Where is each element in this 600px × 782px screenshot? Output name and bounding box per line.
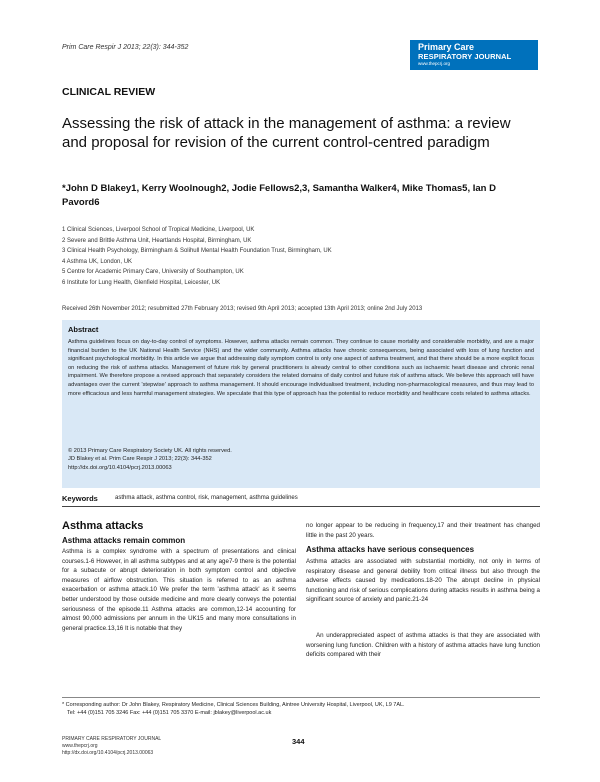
copyright-block [68, 447, 232, 472]
body-paragraph: Asthma is a complex syndrome with a spectrum of presentations and clinical courses.1-6 However, in all asthma subtypes and at any age7-9 there is the potential for a subacute or abrupt deterioration in both symptom control and objective measures of airflow obstruction. This situation is referred to as an asthma exacerbation or asthma attack.10 We prefer the term 'asthma attack' as it seems better understood by those outside medicine and more clearly conveys the potential seriousness of the episode.11 Asthma attacks are common,12-14 accounting for almost 90,000 admissions per annum in the UK15 and many more consultations in general practice.13,16 It is notable that they [62, 548, 296, 632]
logo-line-3: www.thepcrj.org [418, 61, 451, 66]
divider [62, 697, 540, 698]
body-paragraph: Asthma attacks are associated with substantial morbidity, not only in terms of respiratory disease and general debility from critical illness but also through the adverse effects caused by medications.18-20 The abrupt decline in physical functioning and risk of serious complications during attacks results in asthma being a significant source of anxiety and panic.21-24 [306, 558, 540, 604]
abstract-text: Asthma guidelines focus on day-to-day control of symptoms. However, asthma attacks remain common. They continue to cause mortality and considerable morbidity, and are a major financial burden to the UK National Health Service (NHS) and the wider community. Asthma attacks have chronic consequences, being associated with loss of lung function and significant psychological morbidity. In this article we argue that addressing daily symptom control is only one aspect of asthma treatment, and that there should be a more explicit focus on reducing the risk of asthma attacks. Management of future risk by general practitioners is already central to other conditions such as ischaemic heart disease and chronic renal impairment. We therefore propose a revised approach that separately considers the related domains of daily control and future risk of asthma attack. We believe this approach will have advantages over the current 'stepwise' approach to asthma management. It should encourage individualised treatment, including non-pharmacological measures, and thus may lead to more efficacious and less harmful management strategies. We speculate that this type of approach has the potential to reduce morbidity and healthcare costs related to asthma attacks. [68, 339, 534, 397]
affiliation: 3 Clinical Health Psychology, Birmingham & Solihull Mental Health Foundation Trust, Birmingham, UK [62, 248, 332, 255]
section-heading: Asthma attacks [62, 520, 144, 532]
citation-line: JD Blakey et al. Prim Care Respir J 2013; 22(3): 344-352 [68, 456, 212, 463]
body-paragraph: An underappreciated aspect of asthma attacks is that they are associated with worsening lung function. Children with a history of asthma attacks have lung function deficits compared with their [306, 632, 540, 659]
contact-details: Tel: +44 (0)151 705 3246 Fax: +44 (0)151 705 3370 E-mail: jblakey@liverpool.ac.uk [67, 710, 272, 717]
body-paragraph: no longer appear to be reducing in frequency,17 and their treatment has changed little in the past 20 years. [306, 522, 540, 539]
article-title: Assessing the risk of attack in the management of asthma: a review and proposal for revision of the current control-centred paradigm [62, 115, 511, 151]
section-label: CLINICAL REVIEW [62, 86, 156, 98]
footer-site[interactable]: www.thepcrj.org [62, 742, 98, 749]
page-number: 344 [292, 737, 305, 746]
affiliation: 2 Severe and Brittle Asthma Unit, Heartlands Hospital, Birmingham, UK [62, 237, 252, 244]
keywords-label: Keywords [62, 494, 98, 503]
doi-link[interactable]: http://dx.doi.org/10.4104/pcrj.2013.00063 [68, 464, 172, 471]
footer-left [62, 736, 161, 756]
abstract-heading: Abstract [68, 325, 99, 334]
copyright-line: © 2013 Primary Care Respiratory Society UK. All rights reserved. [68, 448, 232, 454]
affiliation: 4 Asthma UK, London, UK [62, 258, 133, 265]
correspondence [62, 701, 540, 718]
affiliations [62, 225, 332, 289]
footer-doi[interactable]: http://dx.doi.org/10.4104/pcrj.2013.00063 [62, 749, 154, 756]
journal-logo [410, 40, 538, 70]
logo-line-2: RESPIRATORY JOURNAL [418, 52, 512, 61]
subsection-heading: Asthma attacks have serious consequences [306, 545, 475, 554]
affiliation: 5 Centre for Academic Primary Care, University of Southampton, UK [62, 269, 244, 276]
affiliation: 6 Institute for Lung Health, Glenfield Hospital, Leicester, UK [62, 279, 221, 286]
divider [62, 506, 540, 507]
footer-journal: PRIMARY CARE RESPIRATORY JOURNAL [62, 736, 162, 742]
author-list: *John D Blakey1, Kerry Woolnough2, Jodie Fellows2,3, Samantha Walker4, Mike Thomas5, Ian D Pavord6 [62, 183, 496, 208]
logo-line-1: Primary Care [418, 42, 475, 52]
received-dates: Received 26th November 2012; resubmitted 27th February 2013; revised 9th April 2013; accepted 13th April 2013; online 2nd July 2013 [62, 306, 423, 312]
affiliation: 1 Clinical Sciences, Liverpool School of Tropical Medicine, Liverpool, UK [62, 227, 255, 233]
subsection-heading: Asthma attacks remain common [62, 536, 186, 545]
corresponding-author: * Corresponding author: Dr John Blakey, Respiratory Medicine, Clinical Sciences Building, Aintree University Hospital, Liverpool, UK, L9 7AL. [62, 702, 405, 708]
journal-citation: Prim Care Respir J 2013; 22(3): 344-352 [62, 44, 189, 51]
keywords-text: asthma attack, asthma control, risk, management, asthma guidelines [115, 495, 298, 501]
